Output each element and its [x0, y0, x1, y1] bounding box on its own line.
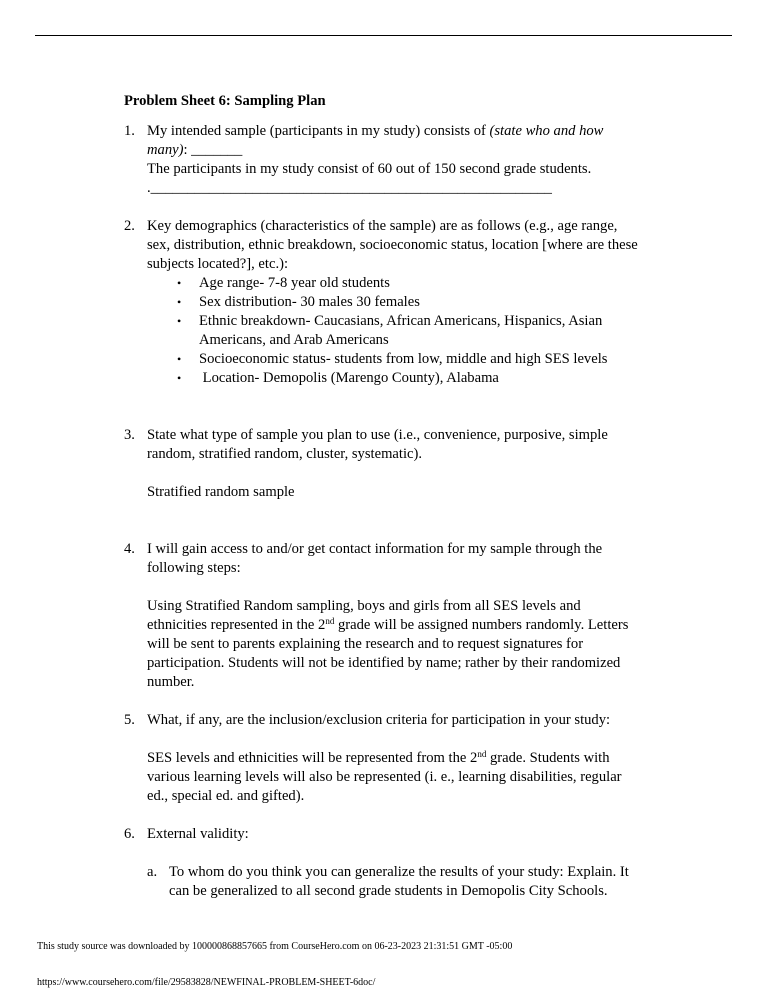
question-number: 6.: [124, 826, 135, 842]
list-item: • Sex distribution- 30 males 30 females: [177, 294, 420, 310]
demographics-list: [147, 274, 644, 388]
question-prompt: State what type of sample you plan to use (i.e., convenience, purposive, simple random, stratified random, cluster, systematic).: [147, 427, 608, 462]
question-prompt: I will gain access to and/or get contact information for my sample through the following steps:: [147, 541, 603, 576]
question-answer: SES levels and ethnicities will be represented from the 2nd grade. Students with various learning levels will also be represented (i. e., learning disabilities, regular ed., special ed. and gifted).: [147, 749, 622, 804]
page-title: Problem Sheet 6: Sampling Plan: [124, 93, 326, 109]
answer-blank-line: ._______________________________________________________: [147, 180, 552, 196]
question-answer: Using Stratified Random sampling, boys and girls from all SES levels and ethnicities represented in the 2nd grade will be assigned numbers randomly. Letters will be sent to parents explaining the research and to request signatures for participation. Students will not be identified by name; rather by their randomized number.: [147, 598, 629, 690]
question-3: [124, 426, 644, 502]
sub-question-a: [147, 863, 644, 901]
question-number: 4.: [124, 541, 135, 557]
question-number: 3.: [124, 427, 135, 443]
question-5: [124, 711, 644, 806]
document-body: [124, 92, 644, 901]
bullet-icon: •: [177, 276, 182, 290]
question-number: 1.: [124, 123, 135, 139]
question-prompt: Key demographics (characteristics of the sample) are as follows (e.g., age range, sex, distribution, ethnic breakdown, socioeconomic status, location [where are these subjects located?], etc.):: [147, 218, 638, 272]
list-item: • Location- Demopolis (Marengo County), Alabama: [177, 370, 499, 386]
download-notice: This study source was downloaded by 100000868857665 from CourseHero.com on 06-23-2023 21:31:51 GMT -05:00: [37, 941, 513, 952]
question-4: [124, 540, 644, 692]
list-item: • Ethnic breakdown- Caucasians, African Americans, Hispanics, Asian Americans, and Arab Americans: [177, 313, 603, 348]
question-prompt: External validity:: [147, 826, 249, 842]
bullet-icon: •: [177, 314, 182, 328]
question-6: [124, 825, 644, 901]
bullet-icon: •: [177, 371, 182, 385]
source-url[interactable]: https://www.coursehero.com/file/29583828/NEWFINAL-PROBLEM-SHEET-6doc/: [37, 977, 376, 988]
sub-question-text: To whom do you think you can generalize the results of your study: Explain. It can be generalized to all second grade students in Demopolis City Schools.: [169, 864, 629, 899]
question-number: 2.: [124, 218, 135, 234]
bullet-icon: •: [177, 295, 182, 309]
header-rule: [35, 35, 732, 36]
question-2: [124, 217, 644, 388]
question-prompt: What, if any, are the inclusion/exclusion criteria for participation in your study:: [147, 712, 611, 728]
question-answer: Stratified random sample: [147, 484, 295, 500]
question-prompt: My intended sample (participants in my study) consists of (state who and how many): _______: [147, 123, 604, 158]
list-item: • Age range- 7-8 year old students: [177, 275, 390, 291]
question-number: 5.: [124, 712, 135, 728]
question-answer: The participants in my study consist of 60 out of 150 second grade students.: [147, 161, 592, 177]
sub-question-label: a.: [147, 864, 158, 880]
question-1: [124, 122, 644, 198]
bullet-icon: •: [177, 352, 182, 366]
list-item: • Socioeconomic status- students from low, middle and high SES levels: [177, 351, 608, 367]
